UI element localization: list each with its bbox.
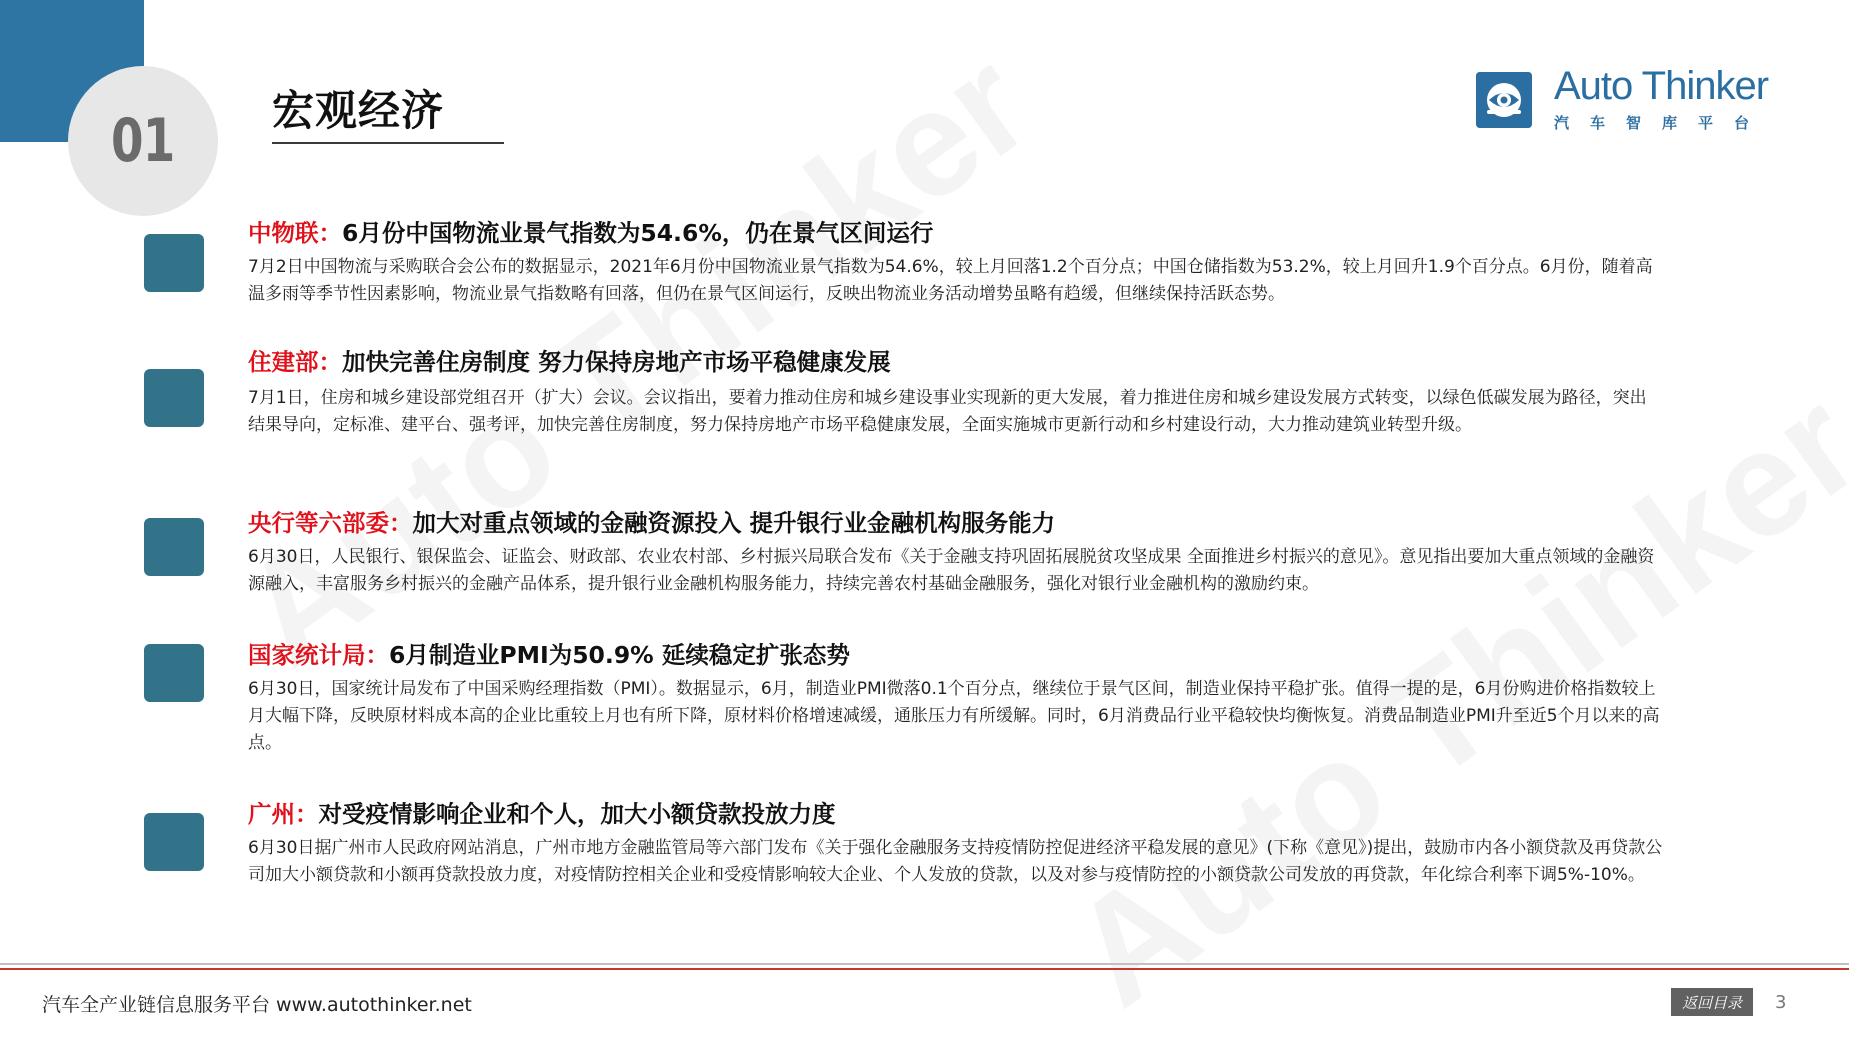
title-underline: [272, 142, 504, 144]
news-headline: [248, 343, 891, 377]
section-number: 01: [111, 106, 175, 176]
footer-text: 汽车全产业链信息服务平台 www.autothinker.net: [42, 994, 472, 1016]
logo-subtitle: 汽车智库平台: [1554, 114, 1771, 132]
news-body: 6月30日，国家统计局发布了中国采购经理指数（PMI）。数据显示，6月，制造业PMI微落0.1个百分点，继续位于景气区间，制造业保持平稳扩张。值得一提的是，6月份购进价格指数较上月大幅下降，反映原材料成本高的企业比重较上月也有所下降，原材料价格增速减缓，通胀压力有所缓解。同时，6月消费品行业平稳较快均衡恢复。消费品制造业PMI升至近5个月以来的高点。: [248, 679, 1660, 753]
brand-logo: [1476, 66, 1770, 133]
news-source: 广州：: [248, 800, 319, 828]
news-headline-text: 6月制造业PMI为50.9% 延续稳定扩张态势: [389, 641, 850, 669]
section-number-badge: [68, 66, 218, 216]
news-source: 住建部：: [248, 348, 342, 376]
footer-rule-red: [0, 968, 1849, 970]
news-headline-text: 加快完善住房制度 努力保持房地产市场平稳健康发展: [342, 348, 891, 376]
news-headline: [248, 636, 850, 670]
news-headline: [248, 214, 933, 248]
news-headline: [248, 504, 1055, 538]
news-headline-text: 对受疫情影响企业和个人，加大小额贷款投放力度: [318, 800, 836, 828]
page-title: 宏观经济: [272, 86, 445, 135]
footer-rule-gray: [0, 963, 1849, 965]
news-headline-text: 6月份中国物流业景气指数为54.6%，仍在景气区间运行: [342, 219, 934, 247]
logo-eye-icon: [1476, 72, 1532, 128]
news-source: 国家统计局：: [248, 641, 389, 669]
news-headline: [248, 795, 836, 829]
bullet-square: [144, 369, 204, 427]
news-source: 中物联：: [248, 219, 342, 247]
page-number: 3: [1775, 992, 1787, 1013]
news-source: 央行等六部委：: [248, 509, 413, 537]
news-body: 7月2日中国物流与采购联合会公布的数据显示，2021年6月份中国物流业景气指数为54.6%，较上月回落1.2个百分点；中国仓储指数为53.2%，较上月回升1.9个百分点。6月份，随着高温多雨等季节性因素影响，物流业景气指数略有回落，但仍在景气区间运行，反映出物流业务活动增势虽略有趋缓，但继续保持活跃态势。: [248, 257, 1653, 304]
news-body: 7月1日，住房和城乡建设部党组召开（扩大）会议。会议指出，要着力推动住房和城乡建设事业实现新的更大发展，着力推进住房和城乡建设发展方式转变，以绿色低碳发展为路径，突出结果导向，定标准、建平台、强考评，加快完善住房制度，努力保持房地产市场平稳健康发展，全面实施城市更新行动和乡村建设行动，大力推动建筑业转型升级。: [248, 388, 1647, 435]
news-headline-text: 加大对重点领域的金融资源投入 提升银行业金融机构服务能力: [412, 509, 1056, 537]
bullet-square: [144, 644, 204, 702]
news-body: 6月30日据广州市人民政府网站消息，广州市地方金融监管局等六部门发布《关于强化金融服务支持疫情防控促进经济平稳发展的意见》(下称《意见》)提出，鼓励市内各小额贷款及再贷款公司加大小额贷款和小额再贷款投放力度，对疫情防控相关企业和受疫情影响较大企业、个人发放的贷款，以及对参与疫情防控的小额贷款公司发放的再贷款，年化综合利率下调5%-10%。: [248, 838, 1663, 885]
news-body: 6月30日，人民银行、银保监会、证监会、财政部、农业农村部、乡村振兴局联合发布《关于金融支持巩固拓展脱贫攻坚成果 全面推进乡村振兴的意见》。意见指出要加大重点领域的金融资源融入，丰富服务乡村振兴的金融产品体系，提升银行业金融机构服务能力，持续完善农村基础金融服务，强化对银行业金融机构的激励约束。: [248, 547, 1655, 594]
back-to-contents-button[interactable]: 返回目录: [1671, 988, 1753, 1016]
bullet-square: [144, 234, 204, 292]
logo-name: Auto Thinker: [1554, 64, 1769, 108]
bullet-square: [144, 813, 204, 871]
bullet-square: [144, 518, 204, 576]
